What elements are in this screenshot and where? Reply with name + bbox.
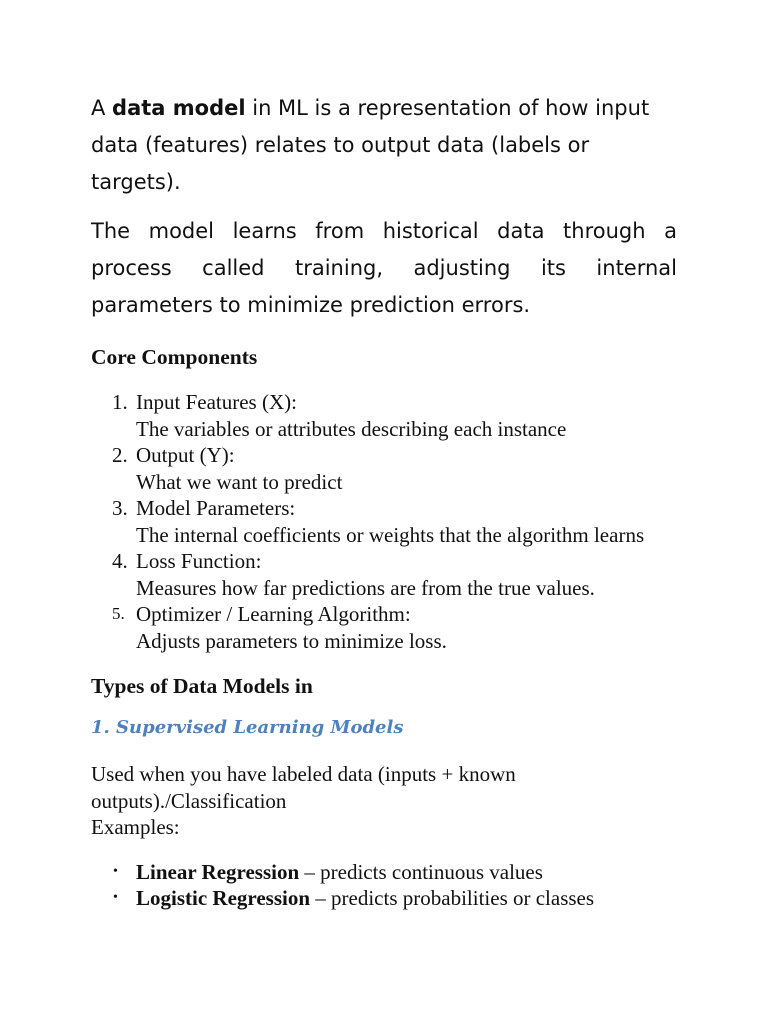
- list-item: [91, 495, 677, 548]
- list-item-description: Measures how far predictions are from the true values.: [136, 575, 595, 600]
- core-components-list: [91, 389, 677, 654]
- list-item-number: 5.: [112, 604, 125, 623]
- list-item-description: Adjusts parameters to minimize loss.: [136, 628, 447, 653]
- list-item-title: Output (Y):: [136, 443, 235, 467]
- supervised-description-text: Used when you have labeled data (inputs + known outputs)./Classification: [91, 762, 516, 813]
- list-item-number: 3.: [112, 496, 128, 520]
- list-item-number: 2.: [112, 443, 128, 467]
- list-item-description: What we want to predict: [136, 469, 343, 494]
- list-item: [91, 389, 677, 442]
- list-item-number: 4.: [112, 549, 128, 573]
- intro-bold-term: data model: [112, 96, 246, 120]
- list-item: [91, 885, 677, 912]
- types-heading: Types of Data Models in: [91, 674, 313, 698]
- list-item-number: 1.: [112, 390, 128, 414]
- example-separator: –: [299, 859, 321, 884]
- bullet-icon: •: [113, 890, 118, 905]
- example-separator: –: [310, 886, 332, 910]
- list-item: [91, 442, 677, 495]
- supervised-subheading: 1. Supervised Learning Models: [91, 717, 404, 738]
- supervised-description: [91, 761, 677, 841]
- examples-list: [91, 859, 677, 912]
- intro-paragraph: [91, 90, 677, 201]
- list-item-title: Optimizer / Learning Algorithm:: [136, 602, 411, 626]
- list-item: [91, 601, 677, 654]
- document-page: [91, 90, 677, 912]
- list-item: [91, 548, 677, 601]
- list-item-title: Model Parameters:: [136, 496, 296, 520]
- intro-text-a: A: [91, 96, 113, 120]
- core-components-heading: Core Components: [91, 345, 258, 369]
- example-name: Linear Regression: [136, 859, 300, 884]
- example-description: predicts continuous values: [320, 859, 543, 884]
- examples-label: Examples:: [91, 815, 180, 839]
- list-item-description: The variables or attributes describing each instance: [136, 416, 567, 441]
- list-item: [91, 859, 677, 886]
- training-paragraph: The model learns from historical data through a process called training, adjusting its internal parameters to minimize prediction errors.: [91, 219, 677, 317]
- example-description: predicts probabilities or classes: [331, 886, 595, 910]
- list-item-title: Input Features (X):: [136, 390, 297, 414]
- bullet-icon: •: [113, 863, 118, 879]
- list-item-description: The internal coefficients or weights that the algorithm learns: [136, 522, 645, 547]
- example-name: Logistic Regression: [136, 886, 311, 910]
- list-item-title: Loss Function:: [136, 549, 262, 573]
- intro-text-b: in ML is a representation of how input data (features) relates to output data (labels or targets).: [91, 96, 650, 194]
